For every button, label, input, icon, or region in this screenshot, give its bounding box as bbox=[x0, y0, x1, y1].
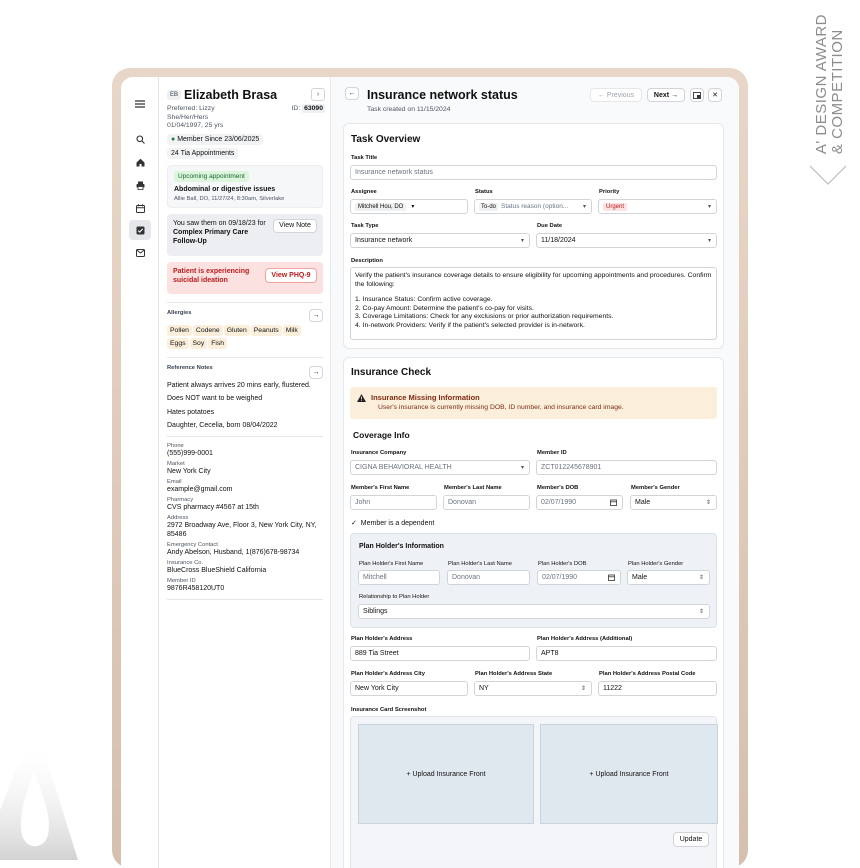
checkmark-icon: ✓ bbox=[351, 520, 357, 527]
status-value: To-do bbox=[481, 203, 497, 210]
due-date-value: 11/18/2024 bbox=[541, 237, 576, 244]
chevron-down-icon: ▾ bbox=[411, 204, 415, 210]
insurance-check-panel bbox=[343, 357, 724, 868]
upcoming-detail: Allie Ball, DO, 11/27/24, 8:30am, Silverlake bbox=[174, 195, 285, 202]
reference-notes-label: Reference Notes bbox=[167, 364, 213, 371]
watermark-line-2: & COMPETITION bbox=[829, 29, 846, 155]
chevron-down-icon: ▾ bbox=[582, 204, 586, 210]
task-type-label: Task Type bbox=[351, 223, 379, 229]
home-icon[interactable] bbox=[132, 154, 148, 170]
patient-info-list bbox=[167, 443, 323, 593]
allergy-chip: Pollen bbox=[167, 325, 192, 336]
patient-id bbox=[292, 105, 325, 112]
arrow-right-icon: → bbox=[671, 91, 679, 99]
description-item: 2. Co-pay Amount: Determine the patient's co-pay for visits. bbox=[355, 304, 534, 312]
card-screenshot-label: Insurance Card Screenshot bbox=[351, 707, 427, 713]
updown-chevron-icon: ⇕ bbox=[580, 686, 586, 692]
phone-label: Phone bbox=[167, 442, 184, 449]
allergy-chip: Peanuts bbox=[251, 325, 282, 336]
patient-header bbox=[167, 88, 323, 102]
holder-state-select[interactable] bbox=[474, 681, 592, 696]
email-value: example@gmail.com bbox=[167, 485, 233, 493]
upload-back-label: Upload Insurance Front bbox=[595, 770, 669, 778]
holder-gender-select[interactable] bbox=[627, 570, 710, 585]
insurance-co-label: Insurance Co. bbox=[167, 559, 204, 566]
plus-icon: + bbox=[589, 770, 594, 778]
dependent-checkbox[interactable] bbox=[351, 519, 434, 527]
upload-front-label: Upload Insurance Front bbox=[412, 770, 486, 778]
allergy-chip: Codene bbox=[193, 325, 223, 336]
task-created: Task created on 11/15/2024 bbox=[367, 106, 451, 113]
allergy-chip: Eggs bbox=[167, 338, 189, 349]
priority-value: Urgent bbox=[603, 203, 627, 211]
status-select[interactable] bbox=[474, 199, 592, 214]
description-item: 3. Coverage Limitations: Check for any exclusions or prior authorization requirements. bbox=[355, 313, 614, 321]
insurance-co-value: BlueCross BlueShield California bbox=[167, 566, 267, 574]
relationship-select[interactable] bbox=[358, 604, 710, 619]
member-first-name-input[interactable]: John bbox=[350, 495, 437, 510]
holder-state-value: NY bbox=[479, 685, 489, 692]
chevron-down-icon: ▾ bbox=[520, 465, 524, 471]
holder-dob-input[interactable] bbox=[537, 570, 621, 585]
address-value: 2972 Broadway Ave, Floor 3, New York City, NY, 85486 bbox=[167, 521, 317, 538]
patient-initials: EB bbox=[167, 90, 181, 100]
calendar-icon[interactable] bbox=[132, 200, 148, 216]
reference-notes-expand-button[interactable] bbox=[309, 366, 323, 379]
member-dob-value: 02/07/1990 bbox=[541, 499, 577, 506]
holder-first-name-label: Plan Holder's First Name bbox=[359, 561, 424, 567]
task-title-input[interactable]: Insurance network status bbox=[350, 165, 717, 180]
close-button[interactable] bbox=[708, 88, 722, 102]
email-label: Email bbox=[167, 478, 182, 485]
task-overview-panel bbox=[343, 123, 724, 349]
app-screen bbox=[121, 77, 739, 868]
member-id-value: 9876R458120UT0 bbox=[167, 584, 225, 592]
update-button[interactable]: Update bbox=[673, 832, 709, 847]
assignee-value: Mitchell Hou, DO bbox=[355, 203, 406, 211]
chevron-down-icon: ▾ bbox=[520, 238, 524, 244]
allergy-chip: Soy bbox=[190, 338, 208, 349]
page-title: Insurance network status bbox=[367, 88, 518, 102]
upcoming-badge: Upcoming appointment bbox=[174, 171, 249, 182]
pharmacy-value: CVS pharmacy #4567 at 15th bbox=[167, 503, 259, 511]
assignee-label: Assignee bbox=[351, 189, 377, 195]
insurance-company-value: CIGNA BEHAVIORAL HEALTH bbox=[355, 464, 452, 471]
suicidal-ideation-alert bbox=[167, 262, 323, 294]
phone-value: (555)999-0001 bbox=[167, 449, 213, 457]
task-detail bbox=[331, 77, 739, 868]
insurance-check-title: Insurance Check bbox=[351, 367, 432, 378]
appointments-count-badge: 24 Tia Appointments bbox=[167, 148, 238, 159]
market-value: New York City bbox=[167, 467, 211, 475]
reference-note: Patient always arrives 20 mins early, flustered. bbox=[167, 381, 311, 389]
icon-rail bbox=[121, 77, 159, 868]
alert-text: Patient is experiencing suicidal ideation bbox=[173, 267, 250, 284]
member-first-name-label: Member's First Name bbox=[351, 485, 410, 491]
member-since-text: Member Since 23/06/2025 bbox=[177, 135, 260, 143]
allergy-chip: Fish bbox=[208, 338, 227, 349]
reference-note: Daughter, Cecelia, born 08/04/2022 bbox=[167, 422, 278, 429]
picture-in-picture-icon bbox=[693, 92, 701, 99]
market-label: Market bbox=[167, 460, 185, 467]
previous-button[interactable] bbox=[590, 88, 642, 102]
member-id-label: Member ID bbox=[167, 577, 196, 584]
arrow-right-icon: → bbox=[312, 368, 320, 376]
back-button[interactable] bbox=[345, 87, 359, 100]
relationship-label: Relationship to Plan Holder bbox=[359, 594, 430, 600]
holder-dob-label: Plan Holder's DOB bbox=[538, 561, 587, 567]
member-gender-label: Member's Gender bbox=[631, 485, 680, 491]
award-logo-icon bbox=[0, 700, 80, 860]
watermark-line-1: A' DESIGN AWARD bbox=[813, 14, 830, 155]
member-dob-input[interactable] bbox=[536, 495, 623, 510]
warning-text: User's insurance is currently missing DOB, ID number, and insurance card image. bbox=[378, 404, 624, 411]
reference-note: Hates potatoes bbox=[167, 408, 215, 416]
arrow-left-icon: ← bbox=[348, 90, 356, 97]
task-type-value: Insurance network bbox=[355, 237, 413, 244]
description-item: 1. Insurance Status: Confirm active coverage. bbox=[355, 296, 493, 304]
status-reason: Status reason (option... bbox=[501, 203, 569, 210]
member-dob-label: Member's DOB bbox=[537, 485, 579, 491]
tasks-icon[interactable] bbox=[129, 220, 151, 240]
allergies-label: Allergies bbox=[167, 309, 192, 316]
calendar-icon bbox=[608, 574, 615, 581]
emergency-contact-label: Emergency Contact bbox=[167, 541, 218, 548]
patient-name: Elizabeth Brasa bbox=[184, 88, 278, 102]
holder-address2-input[interactable]: APT8 bbox=[536, 646, 717, 661]
due-date-select[interactable] bbox=[536, 233, 717, 248]
description-intro: Verify the patient's insurance coverage details to ensure eligibility for upcoming appointments and procedures. Confirm the following: bbox=[355, 272, 712, 288]
dependent-label: Member is a dependent bbox=[360, 520, 435, 527]
patient-panel bbox=[159, 77, 331, 868]
holder-last-name-input[interactable]: Donovan bbox=[447, 570, 530, 585]
updown-chevron-icon: ⇕ bbox=[698, 575, 704, 581]
reference-note: Does NOT want to be weighed bbox=[167, 395, 263, 402]
plan-holder-title: Plan Holder's Information bbox=[359, 543, 444, 550]
holder-postal-label: Plan Holder's Address Postal Code bbox=[599, 671, 696, 677]
emergency-contact-value: Andy Abelson, Husband, 1(876)678-98734 bbox=[167, 548, 300, 556]
upcoming-appointment-card[interactable] bbox=[167, 165, 323, 208]
member-dot-icon: ● bbox=[171, 135, 176, 143]
priority-select[interactable] bbox=[598, 199, 717, 214]
holder-address-label: Plan Holder's Address bbox=[351, 636, 413, 642]
upload-back-dropzone[interactable] bbox=[540, 724, 718, 824]
card-upload-area bbox=[350, 716, 717, 868]
holder-city-input[interactable]: New York City bbox=[350, 681, 468, 696]
patient-id-label: ID: bbox=[291, 105, 301, 112]
member-gender-value: Male bbox=[635, 499, 651, 506]
due-date-label: Due Date bbox=[537, 223, 563, 229]
insurance-company-select[interactable] bbox=[350, 460, 530, 475]
plan-holder-section bbox=[350, 533, 717, 628]
view-note-button[interactable]: View Note bbox=[273, 219, 317, 233]
allergy-chip: Gluten bbox=[224, 325, 250, 336]
insurance-company-label: Insurance Company bbox=[351, 450, 407, 456]
chevron-down-icon: ▾ bbox=[707, 238, 711, 244]
allergies-expand-button[interactable] bbox=[309, 309, 323, 322]
status-label: Status bbox=[475, 189, 493, 195]
arrow-left-icon: ← bbox=[597, 91, 605, 99]
pharmacy-label: Pharmacy bbox=[167, 496, 194, 503]
patient-id-value: 63090 bbox=[304, 105, 323, 112]
search-icon[interactable] bbox=[132, 131, 148, 147]
calendar-icon bbox=[610, 499, 617, 506]
view-phq9-button[interactable]: View PHQ-9 bbox=[265, 268, 317, 283]
holder-dob-value: 02/07/1990 bbox=[542, 574, 578, 581]
chevron-down-icon: ▾ bbox=[707, 204, 711, 210]
missing-info-warning bbox=[350, 387, 717, 419]
arrow-right-icon: → bbox=[312, 311, 320, 319]
description-item: 4. In-network Providers: Verify if the patient's selected provider is in-network. bbox=[355, 321, 585, 329]
printer-icon[interactable] bbox=[132, 177, 148, 193]
updown-chevron-icon: ⇕ bbox=[698, 609, 704, 615]
member-id-input[interactable]: ZCT012245678901 bbox=[536, 460, 717, 475]
award-chevron-icon bbox=[808, 162, 848, 188]
upcoming-title: Abdominal or digestive issues bbox=[174, 185, 276, 193]
allergies-list bbox=[167, 325, 322, 351]
member-since-badge bbox=[167, 134, 263, 145]
tablet-frame bbox=[112, 68, 748, 868]
member-last-name-input[interactable]: Donovan bbox=[443, 495, 530, 510]
relationship-value: Siblings bbox=[363, 608, 388, 615]
warning-title: Insurance Missing Information bbox=[371, 393, 480, 402]
mail-icon[interactable] bbox=[132, 245, 148, 261]
last-visit-card bbox=[167, 214, 323, 256]
assignee-select[interactable] bbox=[350, 199, 468, 214]
task-type-select[interactable] bbox=[350, 233, 530, 248]
close-icon: ✕ bbox=[712, 92, 718, 99]
holder-state-label: Plan Holder's Address State bbox=[475, 671, 553, 677]
warning-icon bbox=[357, 394, 366, 402]
task-overview-title: Task Overview bbox=[351, 134, 421, 145]
coverage-info-title: Coverage Info bbox=[353, 430, 410, 440]
holder-address2-label: Plan Holder's Address (Additional) bbox=[537, 636, 633, 642]
next-label: Next bbox=[653, 91, 670, 99]
member-gender-select[interactable] bbox=[630, 495, 717, 510]
holder-first-name-input[interactable]: Mitchell bbox=[358, 570, 440, 585]
last-visit-text: You saw them on 09/18/23 for bbox=[173, 219, 266, 227]
holder-gender-label: Plan Holder's Gender bbox=[628, 561, 684, 567]
picture-in-picture-button[interactable] bbox=[690, 88, 704, 102]
upload-front-dropzone[interactable] bbox=[358, 724, 534, 824]
description-label: Description bbox=[351, 258, 383, 264]
holder-postal-input[interactable]: 11222 bbox=[598, 681, 717, 696]
next-button[interactable] bbox=[647, 88, 685, 102]
collapse-panel-button[interactable] bbox=[311, 88, 325, 101]
patient-pronouns: She/Her/Hers bbox=[167, 113, 209, 121]
address-label: Address bbox=[167, 514, 189, 521]
member-id-field-label: Member ID bbox=[537, 450, 567, 456]
holder-city-label: Plan Holder's Address City bbox=[351, 671, 425, 677]
previous-label: Previous bbox=[606, 91, 635, 99]
priority-label: Priority bbox=[599, 189, 620, 195]
holder-address-input[interactable]: 889 Tia Street bbox=[350, 646, 530, 661]
member-last-name-label: Member's Last Name bbox=[444, 485, 502, 491]
allergy-chip: Milk bbox=[283, 325, 301, 336]
holder-last-name-label: Plan Holder's Last Name bbox=[448, 561, 512, 567]
task-title-label: Task Title bbox=[351, 155, 378, 161]
holder-gender-value: Male bbox=[632, 574, 648, 581]
description-textarea[interactable] bbox=[350, 267, 717, 340]
last-visit-reason: Complex Primary Care Follow-Up bbox=[173, 228, 249, 245]
chevron-right-icon: › bbox=[316, 91, 320, 98]
menu-icon[interactable] bbox=[132, 96, 148, 112]
patient-dob: 01/04/1997, 25 yrs bbox=[167, 122, 224, 129]
patient-preferred: Preferred: Lizzy bbox=[167, 105, 215, 112]
plus-icon: + bbox=[406, 770, 411, 778]
updown-chevron-icon: ⇕ bbox=[705, 500, 711, 506]
